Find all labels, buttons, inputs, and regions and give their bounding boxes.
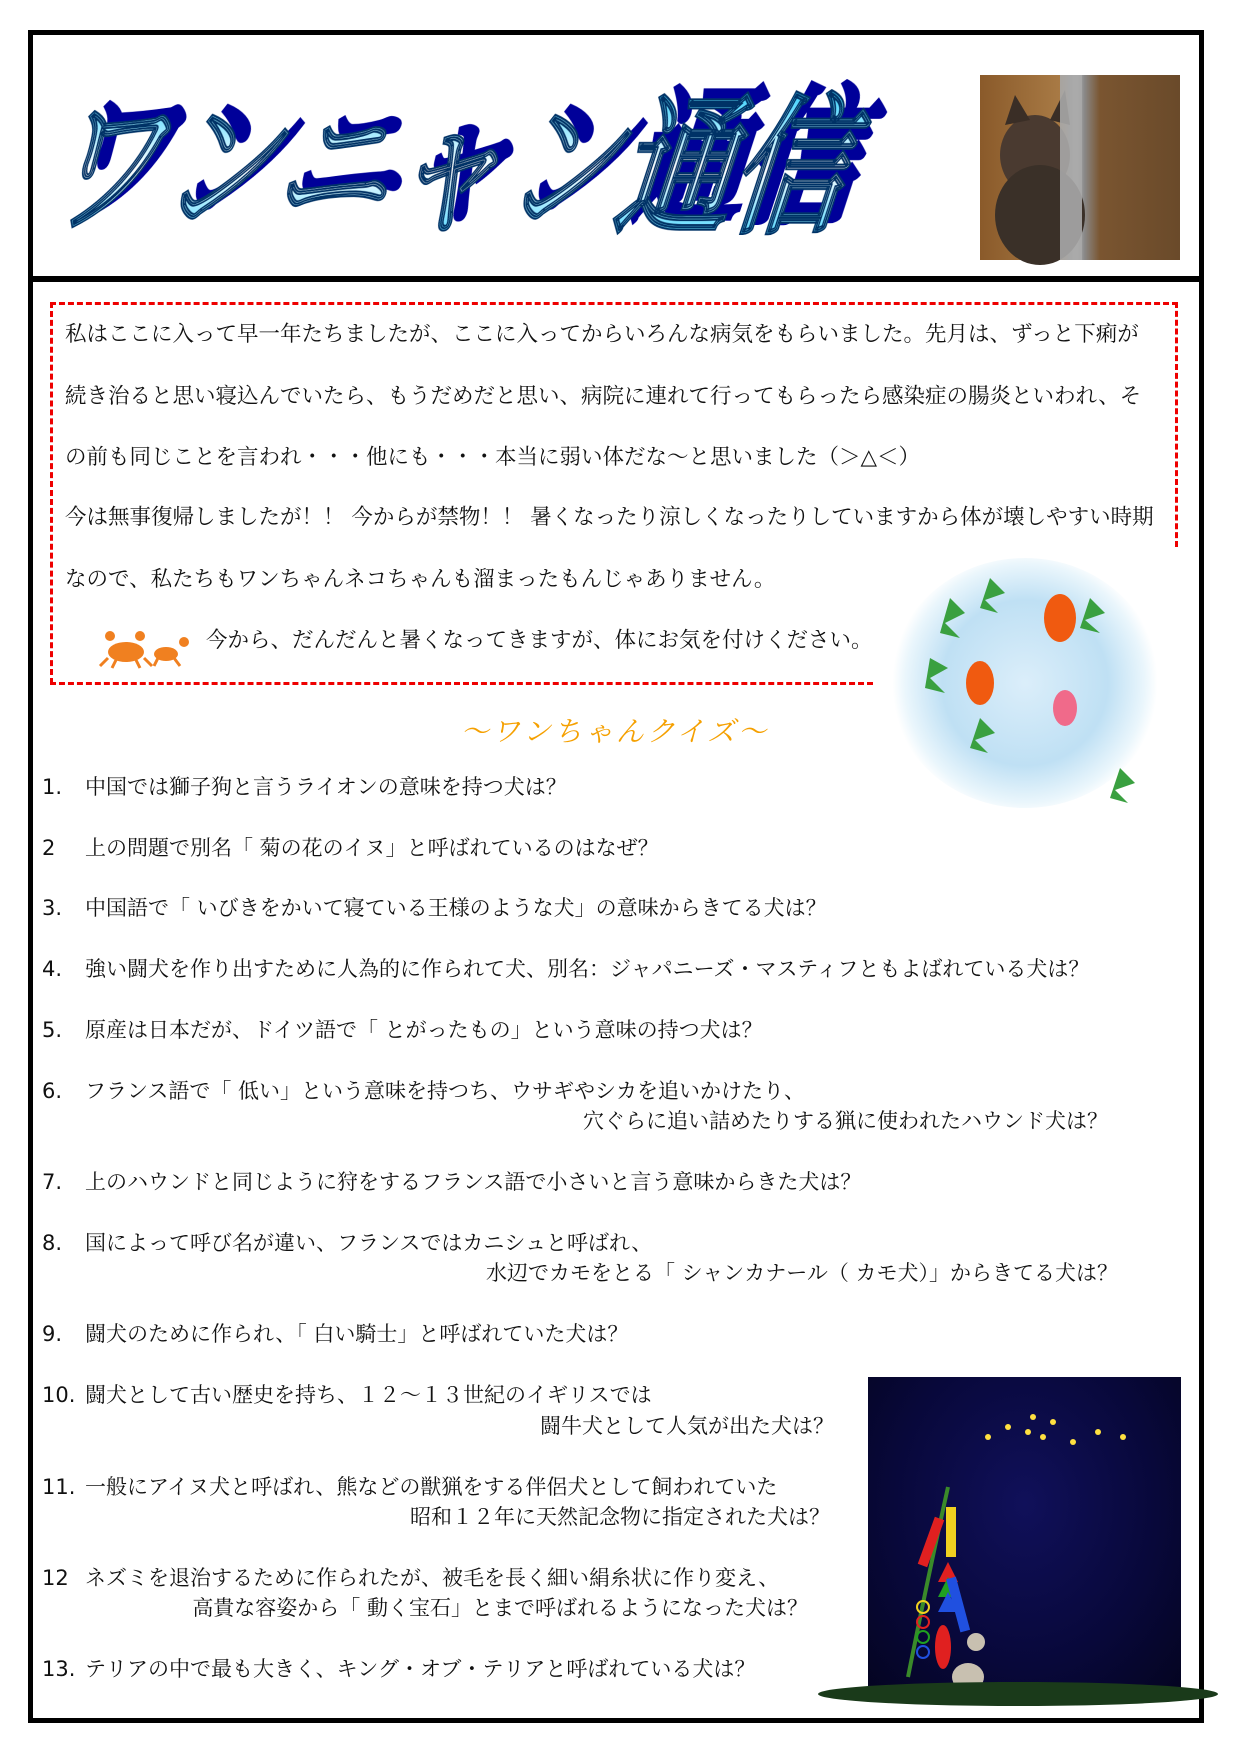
question-number: 13. <box>42 1657 76 1681</box>
notice-line: 続き治ると思い寝込んでいたら、もうだめだと思い、病院に連れて行ってもらったら感染症の腸炎といわれ、そ <box>65 384 1142 409</box>
crab-icon <box>96 628 192 668</box>
question-text-continued: 高貴な容姿から「 動く宝石」とまで呼ばれるようになった犬は？ <box>192 1596 808 1620</box>
notice-border-bottom <box>50 682 873 685</box>
question-text: 原産は日本だが、ドイツ語で「 とがったもの」という意味の持つ犬は？ <box>85 1018 763 1042</box>
question-number: 7. <box>42 1170 63 1194</box>
notice-line: 私はここに入って早一年たちましたが、ここに入ってからいろんな病気をもらいました。先月は、ずっと下痢が <box>65 322 1139 347</box>
question-text: フランス語で「 低い」という意味を持つち、ウサギやシカを追いかけたり、 <box>85 1079 806 1103</box>
question-number: 10. <box>42 1383 76 1407</box>
question-text: 一般にアイヌ犬と呼ばれ、熊などの獣猟をする伴侶犬として飼われていた <box>85 1475 778 1499</box>
notice-border-right <box>1175 302 1178 547</box>
tanabata-icon <box>868 1377 1181 1694</box>
question-text: 闘犬のために作られ、「 白い騎士」と呼ばれていた犬は？ <box>85 1322 629 1346</box>
goldfish-illustration <box>890 558 1160 808</box>
question-number: 4. <box>42 957 63 981</box>
question-text-continued: 昭和１２年に天然記念物に指定された犬は？ <box>410 1505 830 1529</box>
goldfish-icon <box>890 558 1160 808</box>
cat-icon <box>980 75 1180 260</box>
question-text: 国によって呼び名が違い、フランスではカニシュと呼ばれ、 <box>85 1231 653 1255</box>
question-number: 12 <box>42 1566 69 1590</box>
question-text: 中国では獅子狗と言うライオンの意味を持つ犬は？ <box>85 775 567 799</box>
question-text-continued: 闘牛犬として人気が出た犬は？ <box>540 1414 834 1438</box>
question-number: 2 <box>42 836 56 860</box>
question-text-continued: 穴ぐらに追い詰めたりする猟に使われたハウンド犬は？ <box>583 1109 1108 1133</box>
question-number: 3. <box>42 896 63 920</box>
question-number: 11. <box>42 1475 76 1499</box>
quiz-title: ～ワンちゃんクイズ～ <box>460 715 770 748</box>
tanabata-night-illustration <box>868 1377 1181 1694</box>
notice-line: なので、私たちもワンちゃんネコちゃんも溜まったもんじゃありません。 <box>65 567 776 592</box>
question-number: 5. <box>42 1018 63 1042</box>
title-text: ワンニャン通信 <box>29 81 1136 257</box>
notice-border-top <box>50 302 1178 305</box>
question-text-continued: 水辺でカモをとる「 シャンカナール（ カモ犬）」からきてる犬は？ <box>485 1261 1118 1285</box>
notice-line: 今から、だんだんと暑くなってきますが、体にお気を付けください。 <box>206 628 873 653</box>
question-number: 8. <box>42 1231 63 1255</box>
cat-photo <box>980 75 1180 260</box>
question-text: テリアの中で最も大きく、キング・オブ・テリアと呼ばれている犬は？ <box>85 1657 756 1681</box>
question-number: 6. <box>42 1079 63 1103</box>
question-text: 上の問題で別名「 菊の花のイヌ」と呼ばれているのはなぜ？ <box>85 836 659 860</box>
title-logo <box>29 50 1136 257</box>
question-text: 強い闘犬を作り出すために人為的に作られて犬、別名：ジャパニーズ・マスティフともよばれている犬は？ <box>85 957 1090 981</box>
notice-line: の前も同じことを言われ・・・他にも・・・本当に弱い体だな～と思いました（＞△＜） <box>65 445 921 470</box>
header-divider <box>28 276 1204 282</box>
question-number: 1. <box>42 775 63 799</box>
notice-border-left <box>50 302 53 684</box>
question-text: 上のハウンドと同じように狩をするフランス語で小さいと言う意味からきた犬は？ <box>85 1170 862 1194</box>
question-number: 9. <box>42 1322 63 1346</box>
notice-line: 今は無事復帰しましたが！！ 今からが禁物！！ 暑くなったり涼しくなったりしていますから体が壊しやすい時期 <box>65 505 1154 530</box>
question-text: ネズミを退治するために作られたが、被毛を長く細い絹糸状に作り変え、 <box>85 1566 780 1590</box>
question-text: 中国語で「 いびきをかいて寝ている王様のような犬」の意味からきてる犬は？ <box>85 896 827 920</box>
question-text: 闘犬として古い歴史を持ち、１２～１３世紀のイギリスでは <box>85 1383 652 1407</box>
